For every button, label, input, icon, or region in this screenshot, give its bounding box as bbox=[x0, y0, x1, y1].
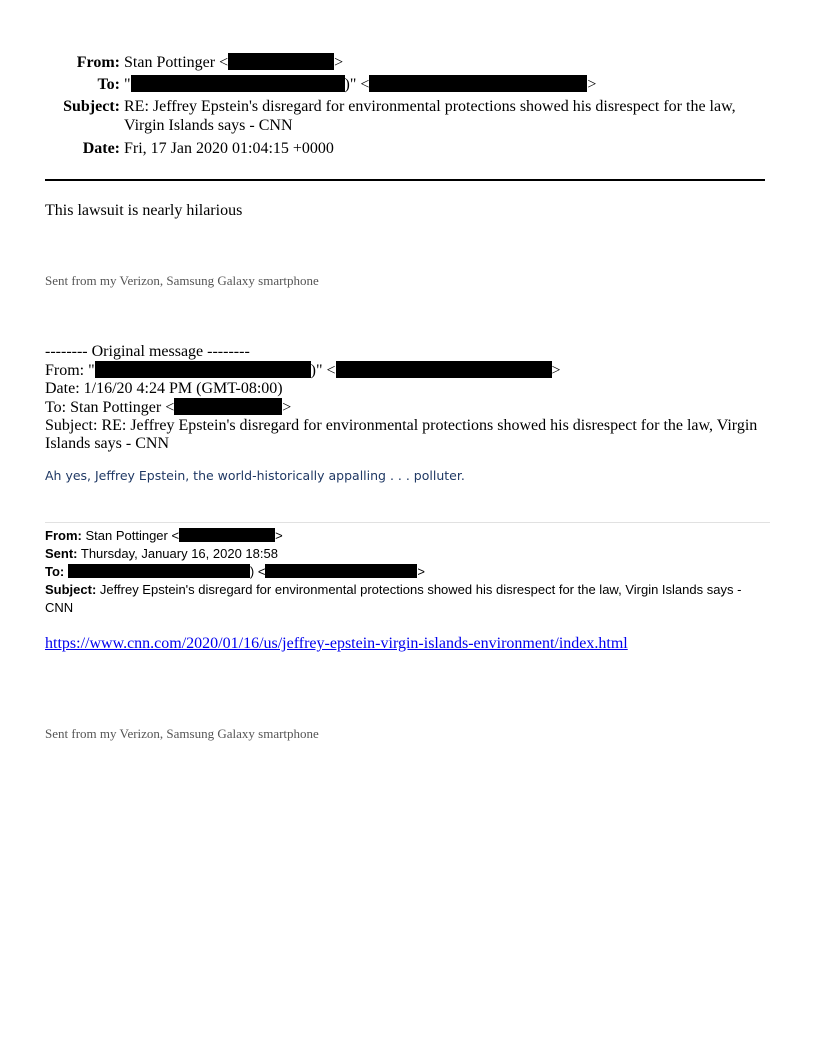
original-divider: -------- Original message -------- bbox=[45, 343, 250, 360]
forwarded-header bbox=[45, 527, 770, 617]
subject-value: RE: Jeffrey Epstein's disregard for environmental protections showed his disrespect for the law, Virgin Islands says - CNN bbox=[124, 98, 736, 134]
redaction-block bbox=[265, 564, 417, 578]
original-to-prefix: To: Stan Pottinger < bbox=[45, 399, 175, 416]
forwarded-sent-value: Thursday, January 16, 2020 18:58 bbox=[80, 546, 278, 561]
original-date: Date: 1/16/20 4:24 PM (GMT-08:00) bbox=[45, 380, 283, 397]
forwarded-subject bbox=[45, 581, 770, 617]
reply-text: Ah yes, Jeffrey Epstein, the world-historically appalling . . . polluter. bbox=[45, 468, 465, 483]
redaction-block bbox=[228, 53, 334, 70]
to-open: " bbox=[124, 76, 131, 93]
forwarded-from-close: > bbox=[275, 528, 283, 543]
date-label: Date: bbox=[82, 140, 120, 157]
forwarded-to bbox=[45, 563, 770, 581]
redaction-block bbox=[68, 564, 250, 578]
original-from bbox=[45, 361, 770, 380]
original-from-mid: )" < bbox=[310, 362, 336, 379]
forwarded-to-mid: ) < bbox=[249, 564, 266, 579]
redaction-block bbox=[174, 398, 282, 415]
to-value bbox=[124, 75, 596, 94]
original-from-prefix: From: " bbox=[45, 362, 95, 379]
from-close: > bbox=[334, 54, 344, 71]
original-from-close: > bbox=[551, 362, 561, 379]
forwarded-to-label: To: bbox=[45, 564, 65, 579]
original-message bbox=[45, 343, 770, 453]
forwarded-from-label: From: bbox=[45, 528, 82, 543]
to-mid: )" < bbox=[344, 76, 370, 93]
forward-separator bbox=[45, 522, 770, 523]
original-subject: Subject: RE: Jeffrey Epstein's disregard for environmental protections showed his disrespect for the law, Virgin Islands says - CNN bbox=[45, 417, 758, 452]
article-link[interactable]: https://www.cnn.com/2020/01/16/us/jeffrey-epstein-virgin-islands-environment/index.html bbox=[45, 635, 628, 652]
from-value bbox=[124, 53, 343, 72]
redaction-block bbox=[336, 361, 552, 378]
to-label: To: bbox=[97, 76, 120, 93]
to-close: > bbox=[587, 76, 597, 93]
forwarded-subject-label: Subject: bbox=[45, 582, 97, 597]
from-label: From: bbox=[76, 54, 120, 71]
redaction-block bbox=[95, 361, 311, 378]
forwarded-subject-value: Jeffrey Epstein's disregard for environmental protections showed his disrespect for the law, Virgin Islands says - CNN bbox=[45, 582, 742, 615]
forwarded-from bbox=[45, 527, 770, 545]
redaction-block bbox=[179, 528, 275, 542]
forwarded-sent-label: Sent: bbox=[45, 546, 78, 561]
forwarded-sent bbox=[45, 545, 770, 563]
original-to bbox=[45, 398, 770, 417]
footer-signature: Sent from my Verizon, Samsung Galaxy smartphone bbox=[45, 726, 319, 741]
forwarded-to-close: > bbox=[417, 564, 426, 579]
redaction-block bbox=[369, 75, 587, 92]
date-value: Fri, 17 Jan 2020 01:04:15 +0000 bbox=[124, 140, 334, 157]
message-body: This lawsuit is nearly hilarious bbox=[45, 202, 243, 219]
header-divider bbox=[45, 179, 765, 181]
redaction-block bbox=[131, 75, 345, 92]
from-name: Stan Pottinger < bbox=[124, 54, 229, 71]
signature: Sent from my Verizon, Samsung Galaxy smartphone bbox=[45, 273, 319, 288]
original-to-close: > bbox=[282, 399, 292, 416]
subject-label: Subject: bbox=[63, 98, 120, 115]
forwarded-from-name: Stan Pottinger < bbox=[85, 528, 180, 543]
